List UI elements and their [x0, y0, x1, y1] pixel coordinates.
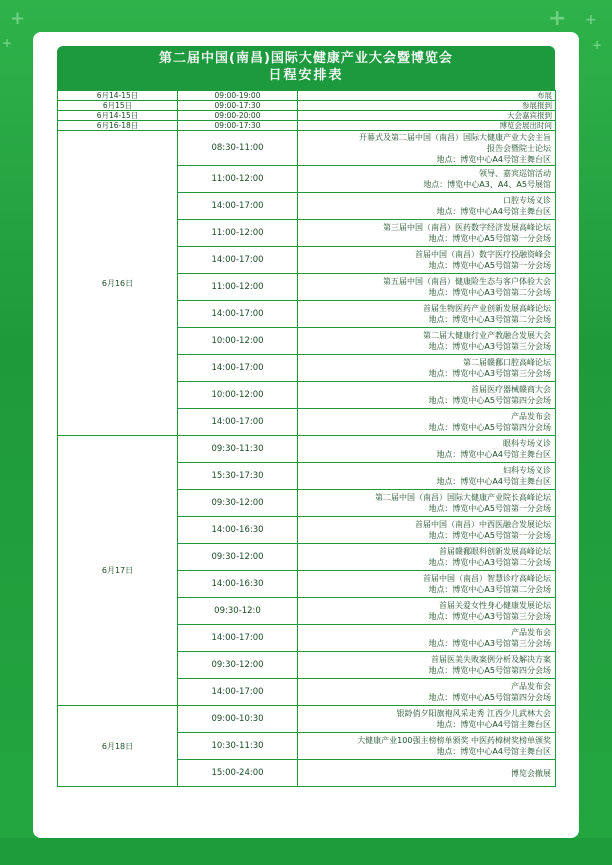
event-name: 首届医疗器械赣商大会	[471, 385, 551, 394]
event-cell	[298, 355, 556, 382]
event-name: 第二届中国（南昌）国际大健康产业院长高峰论坛	[375, 493, 551, 502]
event-location: 地点：博览中心A3号馆第二分会场	[428, 585, 551, 594]
time-cell: 14:00-17:00	[178, 355, 298, 382]
event-name: 领导、嘉宾巡馆活动	[479, 169, 551, 178]
event-name: 妇科专场义诊	[503, 466, 551, 475]
time-cell: 14:00-17:00	[178, 679, 298, 706]
plus-decoration-icon: +	[548, 6, 567, 31]
event-name: 首届医美失败案例分析及解决方案	[431, 655, 551, 664]
event-cell	[298, 382, 556, 409]
event-cell	[298, 679, 556, 706]
event-name: 首届中国（南昌）中西医融合发展论坛	[415, 520, 551, 529]
event-name: 首届中国（南昌）智慧诊疗高峰论坛	[423, 574, 551, 583]
schedule-row	[58, 706, 556, 733]
plus-decoration-icon: +	[2, 36, 13, 50]
event-cell	[298, 733, 556, 760]
schedule-table	[57, 90, 556, 787]
event-cell	[298, 544, 556, 571]
plus-decoration-icon: +	[585, 12, 597, 28]
time-cell: 15:00-24:00	[178, 760, 298, 787]
schedule-row	[58, 91, 556, 101]
event-cell	[298, 166, 556, 193]
time-cell: 09:00-19:00	[178, 91, 298, 101]
event-cell: 大会嘉宾报到	[298, 111, 556, 121]
event-title: 第二届中国(南昌)国际大健康产业大会暨博览会	[159, 51, 453, 66]
event-cell: 参展报到	[298, 101, 556, 111]
event-cell	[298, 131, 556, 166]
event-name: 第三届中国（南昌）医药数字经济发展高峰论坛	[383, 223, 551, 232]
schedule-title	[57, 46, 555, 90]
time-cell: 09:00-10:30	[178, 706, 298, 733]
schedule-row	[58, 131, 556, 166]
event-location: 地点：博览中心A4号馆主舞台区	[436, 450, 551, 459]
event-location: 地点：博览中心A5号馆第一分会场	[428, 234, 551, 243]
day-date-cell: 6月17日	[58, 436, 178, 706]
time-cell: 09:00-17:30	[178, 121, 298, 131]
event-cell	[298, 436, 556, 463]
time-cell: 09:30-11:30	[178, 436, 298, 463]
time-cell: 11:00-12:00	[178, 220, 298, 247]
event-location: 地点：博览中心A4号馆主舞台区	[436, 720, 551, 729]
event-cell: 布展	[298, 91, 556, 101]
schedule-row	[58, 101, 556, 111]
event-location: 地点：博览中心A3、A4、A5号展馆	[423, 180, 551, 189]
schedule-card	[33, 32, 579, 838]
event-location: 地点：博览中心A5号馆第四分会场	[428, 693, 551, 702]
bottom-strip	[0, 838, 612, 865]
event-cell	[298, 760, 556, 787]
event-location: 地点：博览中心A3号馆第二分会场	[428, 558, 551, 567]
event-location: 地点：博览中心A4号馆主舞台区	[436, 207, 551, 216]
event-location: 地点：博览中心A5号馆第一分会场	[428, 504, 551, 513]
time-cell: 09:30-12:00	[178, 652, 298, 679]
time-cell: 14:00-16:30	[178, 571, 298, 598]
event-location: 地点：博览中心A3号馆第二分会场	[428, 315, 551, 324]
event-name: 银龄俏夕阳旗袍风采走秀 江西少儿武林大会	[396, 709, 551, 718]
date-cell: 6月16-18日	[58, 121, 178, 131]
time-cell: 15:30-17:30	[178, 463, 298, 490]
time-cell: 14:00-17:00	[178, 409, 298, 436]
date-cell: 6月14-15日	[58, 111, 178, 121]
time-cell: 10:00-12:00	[178, 328, 298, 355]
time-cell: 09:30-12:00	[178, 490, 298, 517]
plus-decoration-icon: +	[10, 8, 26, 29]
day-date-cell: 6月16日	[58, 131, 178, 436]
schedule-subtitle: 日程安排表	[268, 68, 344, 83]
event-cell	[298, 193, 556, 220]
event-location: 地点：博览中心A5号馆第四分会场	[428, 423, 551, 432]
time-cell: 09:30-12:0	[178, 598, 298, 625]
event-name: 产品发布会	[511, 682, 551, 691]
event-location: 地点：博览中心A5号馆第四分会场	[428, 396, 551, 405]
event-cell	[298, 274, 556, 301]
event-name: 产品发布会	[511, 412, 551, 421]
event-cell	[298, 517, 556, 544]
event-cell	[298, 328, 556, 355]
event-location: 地点：博览中心A5号馆第一分会场	[428, 261, 551, 270]
event-location: 地点：博览中心A3号馆第三分会场	[428, 342, 551, 351]
event-cell	[298, 220, 556, 247]
time-cell: 09:30-12:00	[178, 544, 298, 571]
event-name: 口腔专场义诊	[503, 196, 551, 205]
day-date-cell: 6月18日	[58, 706, 178, 787]
event-location: 地点：博览中心A5号馆第四分会场	[428, 666, 551, 675]
time-cell: 10:30-11:30	[178, 733, 298, 760]
event-location: 地点：博览中心A3号馆第三分会场	[428, 612, 551, 621]
event-name: 第五届中国（南昌）健康险生态与客户体验大会	[383, 277, 551, 286]
event-name: 博览会撤展	[511, 768, 551, 778]
event-cell	[298, 490, 556, 517]
event-cell: 博览会展出时间	[298, 121, 556, 131]
time-cell: 09:00-17:30	[178, 101, 298, 111]
event-location: 地点：博览中心A3号馆第三分会场	[428, 369, 551, 378]
time-cell: 14:00-17:00	[178, 247, 298, 274]
time-cell: 08:30-11:00	[178, 131, 298, 166]
time-cell: 10:00-12:00	[178, 382, 298, 409]
time-cell: 14:00-17:00	[178, 301, 298, 328]
date-cell: 6月15日	[58, 101, 178, 111]
event-name: 大健康产业100强主榜榜单颁奖 中医药樟树奖榜单颁奖	[357, 736, 551, 745]
event-name: 产品发布会	[511, 628, 551, 637]
event-name: 报告会暨院士论坛	[487, 143, 551, 153]
event-name: 首届赣鄱眼科创新发展高峰论坛	[439, 547, 551, 556]
event-name: 首届中国（南昌）数字医疗投融资峰会	[415, 250, 551, 259]
event-cell	[298, 706, 556, 733]
event-name: 眼科专场义诊	[503, 439, 551, 448]
event-name: 开幕式及第二届中国（南昌）国际大健康产业大会主旨	[359, 132, 551, 142]
event-location: 地点：博览中心A4号馆主舞台区	[436, 477, 551, 486]
event-cell	[298, 301, 556, 328]
event-location: 地点：博览中心A3号馆第三分会场	[428, 639, 551, 648]
event-cell	[298, 409, 556, 436]
event-cell	[298, 247, 556, 274]
event-location: 地点：博览中心A5号馆第一分会场	[428, 531, 551, 540]
event-location: 地点：博览中心A3号馆第二分会场	[428, 288, 551, 297]
event-name: 第二届赣鄱口腔高峰论坛	[463, 358, 551, 367]
time-cell: 11:00-12:00	[178, 166, 298, 193]
event-location: 地点：博览中心A4号馆主舞台区	[436, 747, 551, 756]
event-location: 地点：博览中心A4号馆主舞台区	[436, 154, 551, 164]
event-cell	[298, 625, 556, 652]
event-cell	[298, 652, 556, 679]
time-cell: 09:00-20:00	[178, 111, 298, 121]
time-cell: 14:00-17:00	[178, 193, 298, 220]
event-cell	[298, 463, 556, 490]
event-name: 首届关爱女性身心健康发展论坛	[439, 601, 551, 610]
time-cell: 11:00-12:00	[178, 274, 298, 301]
event-name: 第二届大健康行业产教融合发展大会	[423, 331, 551, 340]
schedule-row	[58, 111, 556, 121]
date-cell: 6月14-15日	[58, 91, 178, 101]
event-cell	[298, 598, 556, 625]
event-name: 首届生物医药产业创新发展高峰论坛	[423, 304, 551, 313]
plus-decoration-icon: +	[592, 38, 603, 52]
time-cell: 14:00-17:00	[178, 625, 298, 652]
time-cell: 14:00-16:30	[178, 517, 298, 544]
schedule-row	[58, 436, 556, 463]
schedule-row	[58, 121, 556, 131]
event-cell	[298, 571, 556, 598]
